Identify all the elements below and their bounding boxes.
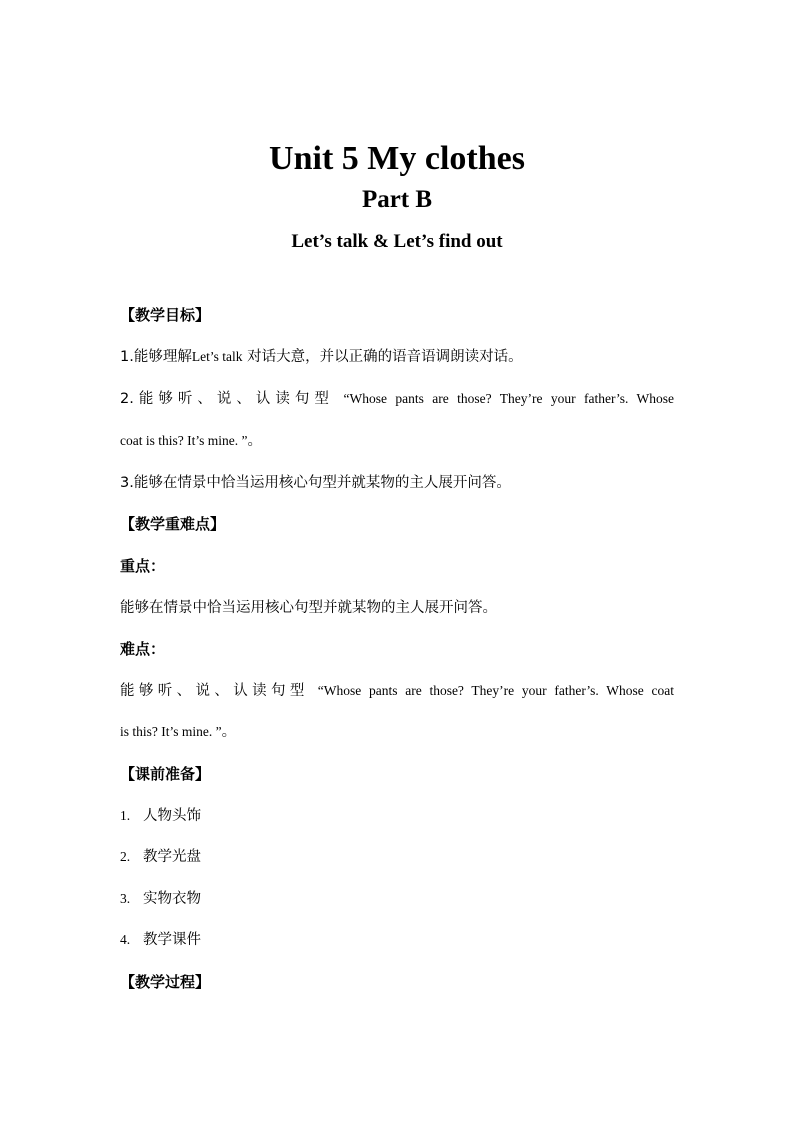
difficulty-cn: 能够听、说、认读句型 <box>120 683 309 699</box>
part-title: Part B <box>361 186 433 213</box>
list-item-text: 教学光盘 <box>143 849 201 865</box>
objective-2-en-cont: coat is this? It’s mine. ” <box>120 433 248 448</box>
difficulty-label: 难点： <box>120 640 166 658</box>
difficulty-line-2 <box>120 722 674 742</box>
objective-2-cn: 2.能够听、说、认读句型 <box>120 391 334 407</box>
difficulty-cn-end: 。 <box>221 724 237 740</box>
list-item-text: 实物衣物 <box>143 891 201 907</box>
objective-2-en: “Whose pants are those? They’re your father’s. Whose <box>343 391 674 406</box>
preparation-heading: 【课前准备】 <box>120 765 211 783</box>
objective-3: 3.能够在情景中恰当运用核心句型并就某物的主人展开问答。 <box>120 475 511 491</box>
objectives-heading: 【教学目标】 <box>120 306 211 324</box>
list-item-text: 人物头饰 <box>143 808 201 824</box>
lesson-subtitle: Let’s talk & Let’s find out <box>291 231 503 252</box>
list-item-number: 2. <box>120 849 131 864</box>
focus-label: 重点： <box>120 557 166 575</box>
list-item <box>120 889 674 909</box>
difficulty-en-cont: is this? It’s mine. ” <box>120 724 222 739</box>
list-item-text: 教学课件 <box>143 932 201 948</box>
list-item-number: 1. <box>120 808 131 823</box>
focus-text: 能够在情景中恰当运用核心句型并就某物的主人展开问答。 <box>120 600 497 616</box>
objective-2-cn-end: 。 <box>247 433 262 449</box>
difficulty-en: “Whose pants are those? They’re your father’s. Whose coat <box>317 683 674 698</box>
objective-1 <box>120 347 674 367</box>
difficulty-line-1 <box>120 681 674 701</box>
list-item-number: 4. <box>120 932 131 947</box>
objective-2-line-1 <box>120 389 674 409</box>
objective-1-en: Let’s talk <box>191 349 243 364</box>
objective-1-cn-a: 1.能够理解 <box>120 349 192 365</box>
process-heading: 【教学过程】 <box>120 973 211 991</box>
objective-1-cn-b: 对话大意，并以正确的语音语调朗读对话。 <box>242 349 523 365</box>
list-item <box>120 847 674 867</box>
key-points-heading: 【教学重难点】 <box>120 515 226 533</box>
list-item <box>120 930 674 950</box>
objective-2-line-2 <box>120 431 674 451</box>
list-item <box>120 806 674 826</box>
list-item-number: 3. <box>120 891 131 906</box>
unit-title: Unit 5 My clothes <box>269 140 525 177</box>
